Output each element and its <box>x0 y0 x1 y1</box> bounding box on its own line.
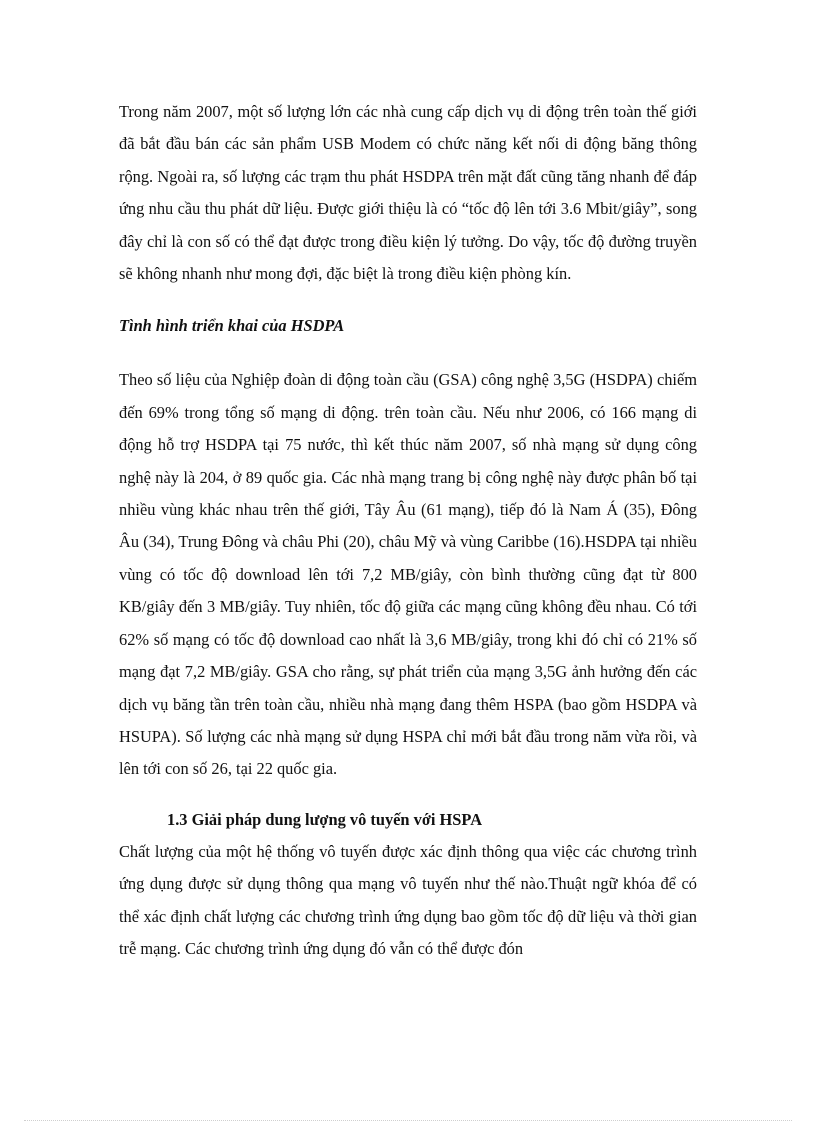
section-heading-1-3: 1.3 Giải pháp dung lượng vô tuyến với HSPA <box>167 809 483 829</box>
document-page <box>119 96 697 965</box>
body-paragraph-3: Chất lượng của một hệ thống vô tuyến được xác định thông qua việc các chương trình ứng dụng được sử dụng thông qua mạng vô tuyến như thế nào.Thuật ngữ khóa để có thể xác định chất lượng các chương trình ứng dụng bao gồm tốc độ dữ liệu và thời gian trễ mạng. Các chương trình ứng dụng đó vẫn có thể được đón <box>119 841 697 958</box>
body-paragraph-2: Theo số liệu của Nghiệp đoàn di động toàn cầu (GSA) công nghệ 3,5G (HSDPA) chiếm đến 69% trong tổng số mạng di động. trên toàn cầu. Nếu như 2006, có 166 mạng di động hỗ trợ HSDPA tại 75 nước, thì kết thúc năm 2007, số nhà mạng sử dụng công nghệ này là 204, ở 89 quốc gia. Các nhà mạng trang bị công nghệ này được phân bố tại nhiều vùng khác nhau trên thế giới, Tây Âu (61 mạng), tiếp đó là Nam Á (35), Đông Âu (34), Trung Đông và châu Phi (20), châu Mỹ và vùng Caribbe (16).HSDPA tại nhiều vùng có tốc độ download lên tới 7,2 MB/giây, còn bình thường cũng đạt từ 800 KB/giây đến 3 MB/giây. Tuy nhiên, tốc độ giữa các mạng cũng không đều nhau. Có tới 62% số mạng có tốc độ download cao nhất là 3,6 MB/giây, trong khi đó chỉ có 21% số mạng đạt 7,2 MB/giây. GSA cho rằng, sự phát triển của mạng 3,5G ảnh hưởng đến các dịch vụ băng tần trên toàn cầu, nhiều nhà mạng đang thêm HSPA (bao gồm HSDPA và HSUPA). Số lượng các nhà mạng sử dụng HSPA chỉ mới bắt đầu trong năm vừa rồi, và lên tới con số 26, tại 22 quốc gia. <box>119 370 697 779</box>
page-bottom-divider <box>24 1120 792 1121</box>
body-paragraph-1: Trong năm 2007, một số lượng lớn các nhà cung cấp dịch vụ di động trên toàn thế giới đã bắt đầu bán các sản phẩm USB Modem có chức năng kết nối di động băng thông rộng. Ngoài ra, số lượng các trạm thu phát HSDPA trên mặt đất cũng tăng nhanh để đáp ứng nhu cầu thu phát dữ liệu. Được giới thiệu là có “tốc độ lên tới 3.6 Mbit/giây”, song đây chỉ là con số có thể đạt được trong điều kiện lý tưởng. Do vậy, tốc độ đường truyền sẽ không nhanh như mong đợi, đặc biệt là trong điều kiện phòng kín. <box>119 102 697 284</box>
subheading-hsdpa-deployment: Tình hình triển khai của HSDPA <box>119 316 345 336</box>
